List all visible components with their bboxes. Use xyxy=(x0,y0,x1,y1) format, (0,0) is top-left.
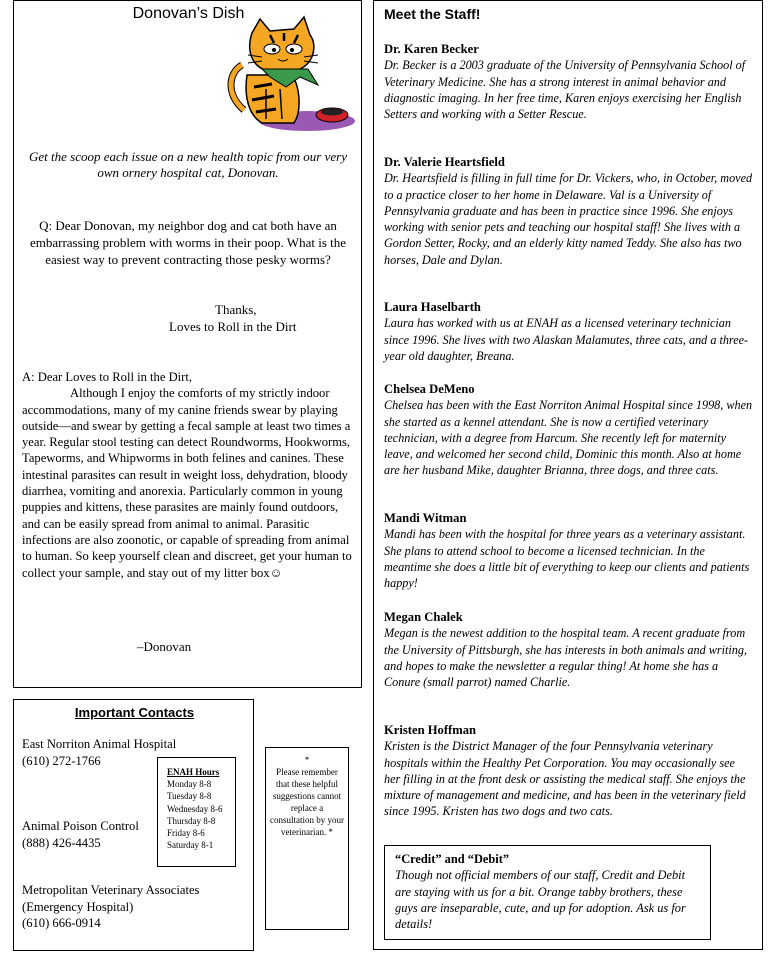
hours-line: Thursday 8-8 xyxy=(167,815,216,826)
staff-member xyxy=(384,299,754,364)
hours-line: Saturday 8-1 xyxy=(167,840,214,851)
staff-bio: Dr. Becker is a 2003 graduate of the University of Pennsylvania School of Veterinary Medicine. She has a strong interest in animal behavior and diagnostic imaging. In her free time, Karen enjoys exercising her English Setters and working with a Setter Rescue. xyxy=(384,58,746,122)
note-text: Please remember that these helpful suggestions cannot replace a consultation by your veterinarian. * xyxy=(270,767,344,837)
contact-poison-control xyxy=(22,818,139,851)
staff-member xyxy=(384,722,754,820)
staff-member xyxy=(384,41,754,122)
answer-body: Although I enjoy the comforts of my strictly indoor accommodations, many of my canine friends swear by playing outside—and swear by getting a fecal sample at least two times a year. Regular stool testing can detect Roundworms, Hookworms, Tapeworms, and Whipworms in both felines and canines. These intestinal parasites can result in weight loss, dehydration, bloody diarrhea, vomiting and anorexia. Particularly common in young puppies and kittens, these parasites are mainly found outdoors, and can be easily spread from animal to animal. Parasitic infections are also zoonotic, or capable of spreading from animal to human. So keep yourself clean and discreet, get your human to collect your sample, and stay out of my litter box☺ xyxy=(22,386,352,580)
staff-title: Meet the Staff! xyxy=(384,6,481,22)
contact-name: East Norriton Animal Hospital xyxy=(22,737,177,751)
donovan-answer xyxy=(22,369,356,581)
enah-hours xyxy=(157,757,236,867)
contact-phone: (610) 666-0914 xyxy=(22,916,101,930)
staff-bio: Laura has worked with us at ENAH as a licensed veterinary technician since 1996. She lives with two Alaskan Malamutes, three cats, and a three-year old daughter, Breana. xyxy=(384,316,749,363)
question-label: Q xyxy=(39,218,49,233)
staff-name: Laura Haselbarth xyxy=(384,300,481,314)
contacts-title: Important Contacts xyxy=(74,705,195,720)
reader-question xyxy=(24,217,352,268)
meet-the-staff xyxy=(373,0,763,950)
contact-phone: (610) 272-1766 xyxy=(22,753,101,768)
note-star: * xyxy=(304,755,310,765)
credit-bio: Though not official members of our staff, Credit and Debit are staying with us for a bit. Orange tabby brothers, these guys are inseparable, cute, and up for adoption. Ask us for details! xyxy=(395,868,686,932)
staff-member xyxy=(384,154,754,268)
staff-name: Mandi Witman xyxy=(384,511,467,525)
staff-name: Megan Chalek xyxy=(384,610,463,624)
question-signer: Loves to Roll in the Dirt xyxy=(169,319,297,334)
donovans-dish-column xyxy=(13,0,362,688)
staff-member xyxy=(384,609,754,690)
staff-name: Dr. Karen Becker xyxy=(384,42,479,56)
answer-greeting: : Dear Loves to Roll in the Dirt, xyxy=(31,370,192,384)
staff-name: Chelsea DeMeno xyxy=(384,382,475,396)
disclaimer-note xyxy=(265,747,349,930)
contact-phone: (888) 426-4435 xyxy=(22,835,101,850)
hours-line: Friday 8-6 xyxy=(167,828,205,839)
question-text: : Dear Donovan, my neighbor dog and cat both have an embarrassing problem with worms in their poop. What is the easiest way to prevent contracting those pesky worms? xyxy=(29,218,347,267)
staff-bio: Dr. Heartsfield is filling in full time for Dr. Vickers, who, in October, moved to a practice closer to her home in Delaware. Val is a University of Pennsylvania graduate and has been in practice since 1996. She enjoys working with senior pets and teaching our hospital staff! She lives with a Gordon Setter, Rocky, and an elderly kitty named Teddy. She also has two horses, Dale and Dylan. xyxy=(384,171,753,267)
answer-signature: –Donovan xyxy=(137,639,192,654)
answer-label: A xyxy=(22,370,32,384)
question-thanks: Thanks, xyxy=(215,302,257,317)
staff-bio: Mandi has been with the hospital for three years as a veterinary assistant. She plans to attend school to become a licensed technician. In the meantime she does a little bit of everything to keep our clients and patients happy! xyxy=(384,527,750,591)
hours-line: Monday 8-8 xyxy=(167,779,212,790)
staff-name: Kristen Hoffman xyxy=(384,723,476,737)
contact-name: Animal Poison Control xyxy=(22,819,139,833)
staff-member xyxy=(384,510,754,591)
cat-illustration xyxy=(222,15,357,133)
staff-bio: Chelsea has been with the East Norriton Animal Hospital since 1998, when she started as a kennel attendant. She is now a certified veterinary technician, with a degree from Harcum. She recently left for maternity leave, and welcomed her second child, Dominic this month. Also at home are her husband Mike, daughter Brianna, three dogs, and three cats. xyxy=(384,398,753,478)
hours-title: ENAH Hours xyxy=(167,767,220,777)
hours-line: Wednesday 8-6 xyxy=(167,803,223,814)
contact-name: Metropolitan Veterinary Associates xyxy=(22,883,200,897)
dish-intro: Get the scoop each issue on a new health topic from our very own ornery hospital cat, Donovan. xyxy=(29,149,347,180)
hours-line: Tuesday 8-8 xyxy=(167,791,212,802)
contact-sub: (Emergency Hospital) xyxy=(22,899,134,914)
staff-bio: Megan is the newest addition to the hospital team. A recent graduate from the University of Pittsburgh, she has interests in both animals and writing, and hopes to make the newsletter a regular thing! At home she has a Conure (small parrot) named Charlie. xyxy=(384,626,748,690)
dish-title: Donovan’s Dish xyxy=(132,5,245,22)
staff-name: Dr. Valerie Heartsfield xyxy=(384,155,505,169)
contact-metropolitan xyxy=(22,882,199,932)
staff-bio: Kristen is the District Manager of the four Pennsylvania veterinary hospitals within the Healthy Pet Corporation. You may occasionally see her filling in at the front desk or assisting the medical staff. She enjoys the mixture of management and medicine, and has been in the veterinary field since 1995. Kristen has two dogs and two cats. xyxy=(384,739,746,819)
staff-member xyxy=(384,381,754,479)
contact-enah xyxy=(22,736,176,769)
credit-title: “Credit” and “Debit” xyxy=(395,852,510,866)
credit-and-debit xyxy=(384,845,711,940)
